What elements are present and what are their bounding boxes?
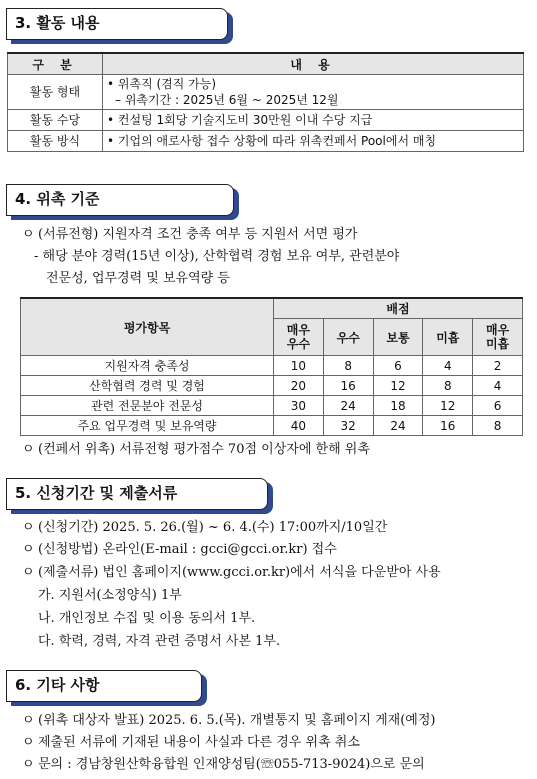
- bullet: ㅇ: [22, 757, 35, 772]
- list-item: [22, 712, 436, 730]
- list-item: [34, 248, 399, 266]
- line-text: 문의 : 경남창원산학융합원 인재양성팀(☏055-713-9024)으로 문의: [38, 757, 425, 772]
- evaluation-item: 주요 업무경력 및 보유역량: [21, 416, 274, 436]
- score-cell: 16: [323, 376, 373, 396]
- table-row: [21, 376, 523, 396]
- score-cell: 12: [373, 376, 423, 396]
- line-text: (신청방법) 온라인(E-mail : gcci@gcci.or.kr) 접수: [38, 542, 337, 557]
- grade-header: 우수: [323, 319, 373, 356]
- list-item: [22, 564, 441, 582]
- score-cell: 12: [423, 396, 473, 416]
- score-cell: 24: [323, 396, 373, 416]
- list-item: [22, 226, 357, 244]
- bullet: ㅇ: [22, 735, 35, 750]
- bullet: ㅇ: [22, 442, 35, 457]
- evaluation-item-header: 평가항목: [21, 298, 274, 356]
- grade-header: 매우 미흡: [473, 319, 523, 356]
- score-cell: 24: [373, 416, 423, 436]
- table-row: [21, 416, 523, 436]
- score-cell: 32: [323, 416, 373, 436]
- score-cell: 8: [473, 416, 523, 436]
- evaluation-item: 지원자격 충족성: [21, 356, 274, 376]
- table-row: [8, 131, 524, 152]
- list-item: [22, 541, 337, 559]
- score-cell: 20: [274, 376, 324, 396]
- list-item: [38, 633, 280, 651]
- grade-header: 미흡: [423, 319, 473, 356]
- line-text: (위촉 대상자 발표) 2025. 6. 5.(목). 개별통지 및 홈페이지 게재(예정): [38, 713, 436, 728]
- list-item: [22, 756, 425, 774]
- section3-title: 3. 활동 내용: [6, 8, 228, 40]
- bullet: ㅇ: [22, 565, 35, 580]
- score-cell: 4: [473, 376, 523, 396]
- list-item: [22, 441, 370, 459]
- section5-heading: [6, 478, 268, 510]
- score-cell: 2: [473, 356, 523, 376]
- line-text: 제출된 서류에 기재된 내용이 사실과 다른 경우 위촉 취소: [38, 735, 360, 750]
- line-text: (신청기간) 2025. 5. 26.(월) ~ 6. 4.(수) 17:00까지/10일간: [38, 520, 388, 535]
- line-text: (서류전형) 지원자격 조건 충족 여부 등 지원서 서면 평가: [38, 227, 358, 242]
- line-text: (컨페서 위촉) 서류전형 평가점수 70점 이상자에 한해 위촉: [38, 442, 370, 457]
- score-cell: 6: [373, 356, 423, 376]
- table-row: [8, 75, 524, 110]
- line-text: (제출서류) 법인 홈페이지(www.gcci.or.kr)에서 서식을 다운받아 사용: [38, 565, 441, 580]
- evaluation-table: [20, 297, 523, 436]
- score-cell: 40: [274, 416, 324, 436]
- row-content: • 컨설팅 1회당 기술지도비 30만원 이내 수당 지급: [103, 110, 524, 131]
- line-text: 다. 학력, 경력, 자격 관련 증명서 사본 1부.: [38, 634, 281, 649]
- activity-table: [7, 52, 524, 152]
- grade-header: 매우 우수: [274, 319, 324, 356]
- score-cell: 30: [274, 396, 324, 416]
- section4-title: 4. 위촉 기준: [6, 184, 234, 216]
- row-label: 활동 수당: [8, 110, 103, 131]
- score-cell: 6: [473, 396, 523, 416]
- score-cell: 16: [423, 416, 473, 436]
- score-header: 배점: [274, 298, 523, 319]
- score-cell: 8: [423, 376, 473, 396]
- activity-table-header-category: 구 분: [8, 53, 103, 75]
- activity-table-header-content: 내 용: [103, 53, 524, 75]
- line-text: - 해당 분야 경력(15년 이상), 산학협력 경험 보유 여부, 관련분야: [34, 249, 400, 264]
- table-row: [21, 396, 523, 416]
- list-item: [46, 270, 230, 288]
- table-row: [8, 110, 524, 131]
- section6-heading: [6, 670, 202, 702]
- section4-heading: [6, 184, 234, 216]
- evaluation-item: 관련 전문분야 전문성: [21, 396, 274, 416]
- score-cell: 8: [323, 356, 373, 376]
- row-content: [103, 75, 524, 110]
- list-item: [22, 734, 360, 752]
- row-content: • 기업의 애로사항 접수 상황에 따라 위촉컨페서 Pool에서 매칭: [103, 131, 524, 152]
- row-line: – 위촉기간 : 2025년 6월 ~ 2025년 12월: [115, 93, 339, 107]
- table-row: [21, 356, 523, 376]
- list-item: [38, 587, 182, 605]
- line-text: 가. 지원서(소정양식) 1부: [38, 588, 182, 603]
- row-label: 활동 형태: [8, 75, 103, 110]
- section5-title: 5. 신청기간 및 제출서류: [6, 478, 268, 510]
- evaluation-item: 산학협력 경력 및 경험: [21, 376, 274, 396]
- grade-header: 보통: [373, 319, 423, 356]
- score-cell: 4: [423, 356, 473, 376]
- list-item: [38, 610, 255, 628]
- line-text: 나. 개인정보 수집 및 이용 동의서 1부.: [38, 611, 256, 626]
- row-label: 활동 방식: [8, 131, 103, 152]
- bullet: ㅇ: [22, 227, 35, 242]
- bullet: ㅇ: [22, 542, 35, 557]
- line-text: 전문성, 업무경력 및 보유역량 등: [46, 271, 230, 286]
- section3-heading: [6, 8, 228, 40]
- bullet: ㅇ: [22, 713, 35, 728]
- score-cell: 10: [274, 356, 324, 376]
- score-cell: 18: [373, 396, 423, 416]
- row-line: • 위촉직 (겸직 가능): [107, 77, 217, 91]
- section6-title: 6. 기타 사항: [6, 670, 202, 702]
- bullet: ㅇ: [22, 520, 35, 535]
- list-item: [22, 519, 387, 537]
